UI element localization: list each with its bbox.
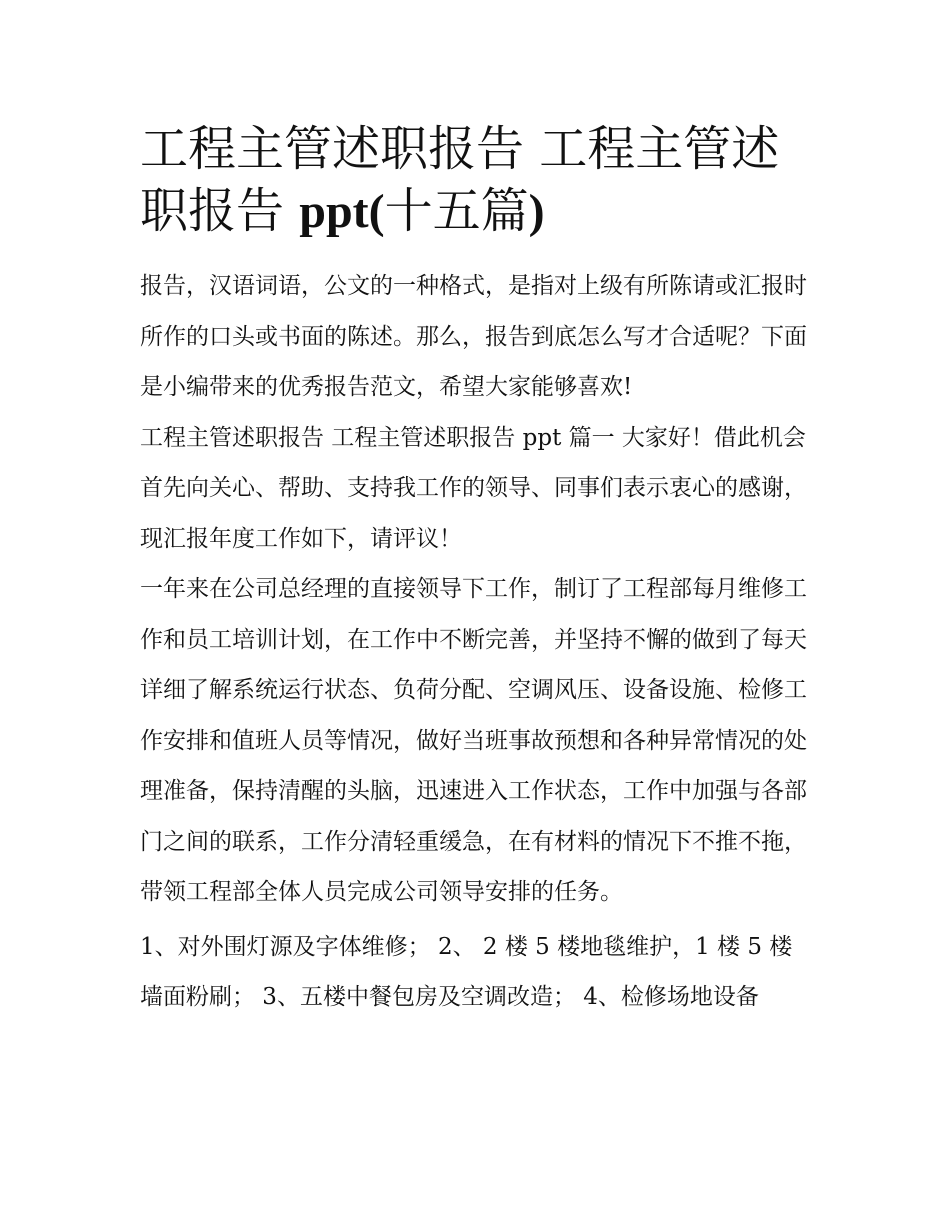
title-line-2-prefix: 职报告 [140,183,300,239]
title-line-2-close: ) [528,185,545,238]
document-title [140,118,812,243]
paragraph-intro: 报告，汉语词语，公文的一种格式，是指对上级有所陈请或汇报时所作的口头或书面的陈述。那么，报告到底怎么写才合适呢？下面是小编带来的优秀报告范文，希望大家能够喜欢! [140,273,807,400]
paragraph-task-list: 1、对外围灯源及字体维修； 2、 2 楼 5 楼地毯维护，1 楼 5 楼墙面粉刷； 3、五楼中餐包房及空调改造； 4、检修场地设备 [140,933,793,1010]
title-line-2-latin: ppt( [299,185,385,238]
paragraph-greeting: 工程主管述职报告 工程主管述职报告 ppt 篇一 大家好！借此机会首先向关心、帮助、支持我工作的领导、同事们表示衷心的感谢，现汇报年度工作如下，请评议！ [140,424,807,552]
paragraph-work-summary: 一年来在公司总经理的直接领导下工作，制订了工程部每月维修工作和员工培训计划，在工作中不断完善，并坚持不懈的做到了每天详细了解系统运行状态、负荷分配、空调风压、设备设施、检修工作安排和值班人员等情况，做好当班事故预想和各种异常情况的处理准备，保持清醒的头脑，迅速进入工作状态，工作中加强与各部门之间的联系，工作分清轻重缓急，在有材料的情况下不推不拖，带领工程部全体人员完成公司领导安排的任务。 [140,576,807,905]
title-line-2-suffix: 十五篇 [384,183,529,239]
title-line-1: 工程主管述职报告 工程主管述 [140,121,780,177]
document-content [140,118,812,1023]
